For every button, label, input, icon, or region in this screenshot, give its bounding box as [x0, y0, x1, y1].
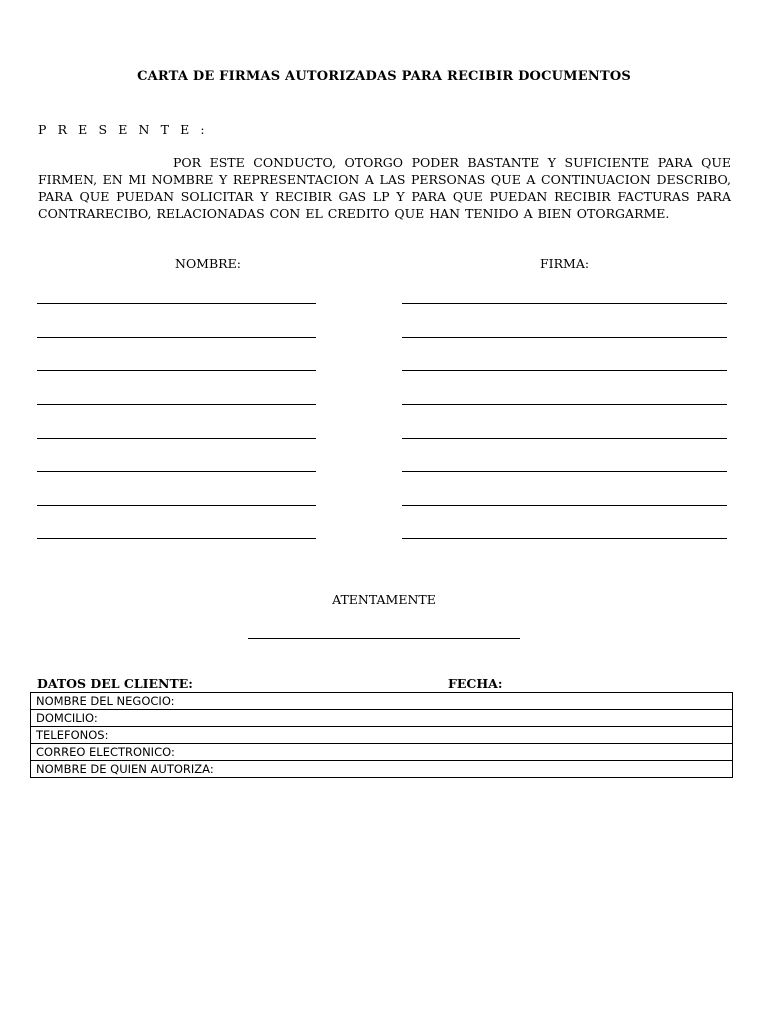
name-line[interactable] — [37, 370, 316, 371]
name-column-heading: NOMBRE: — [175, 256, 241, 271]
table-row — [31, 727, 733, 744]
signature-line[interactable] — [402, 337, 727, 338]
signature-line[interactable] — [402, 471, 727, 472]
signature-line[interactable] — [402, 438, 727, 439]
table-row — [31, 693, 733, 710]
name-line[interactable] — [37, 404, 316, 405]
name-line[interactable] — [37, 505, 316, 506]
business-name-field[interactable]: NOMBRE DEL NEGOCIO: — [31, 693, 733, 710]
date-label: FECHA: — [448, 676, 503, 691]
signature-line[interactable] — [402, 303, 727, 304]
address-field[interactable]: DOMCILIO: — [31, 710, 733, 727]
email-field[interactable]: CORREO ELECTRONICO: — [31, 744, 733, 761]
authorizer-name-field[interactable]: NOMBRE DE QUIEN AUTORIZA: — [31, 761, 733, 778]
signature-line[interactable] — [402, 538, 727, 539]
signature-line[interactable] — [402, 505, 727, 506]
client-data-heading: DATOS DEL CLIENTE: — [37, 676, 193, 691]
name-line[interactable] — [37, 337, 316, 338]
client-data-table — [30, 692, 733, 778]
signature-line[interactable] — [402, 404, 727, 405]
name-line[interactable] — [37, 438, 316, 439]
document-title: CARTA DE FIRMAS AUTORIZADAS PARA RECIBIR DOCUMENTOS — [137, 69, 631, 84]
closing-signature-line[interactable] — [248, 638, 520, 639]
phones-field[interactable]: TELEFONOS: — [31, 727, 733, 744]
table-row — [31, 744, 733, 761]
name-line[interactable] — [37, 538, 316, 539]
name-line[interactable] — [37, 303, 316, 304]
table-row — [31, 761, 733, 778]
signature-line[interactable] — [402, 370, 727, 371]
signature-column-heading: FIRMA: — [540, 256, 590, 271]
table-row — [31, 710, 733, 727]
salutation: P R E S E N T E : — [38, 122, 209, 137]
closing-text: ATENTAMENTE — [332, 592, 436, 607]
name-line[interactable] — [37, 471, 316, 472]
authorization-paragraph: POR ESTE CONDUCTO, OTORGO PODER BASTANTE Y SUFICIENTE PARA QUE FIRMEN, EN MI NOMBRE Y REPRESENTACION A LAS PERSONAS QUE A CONTINUACION DESCRIBO, PARA QUE PUEDAN SOLICITAR Y RECIBIR GAS LP Y PARA QUE PUEDAN RECIBIR FACTURAS PARA CONTRARECIBO, RELACIONADAS CON EL CREDITO QUE HAN TENIDO A BIEN OTORGARME. — [38, 155, 731, 221]
